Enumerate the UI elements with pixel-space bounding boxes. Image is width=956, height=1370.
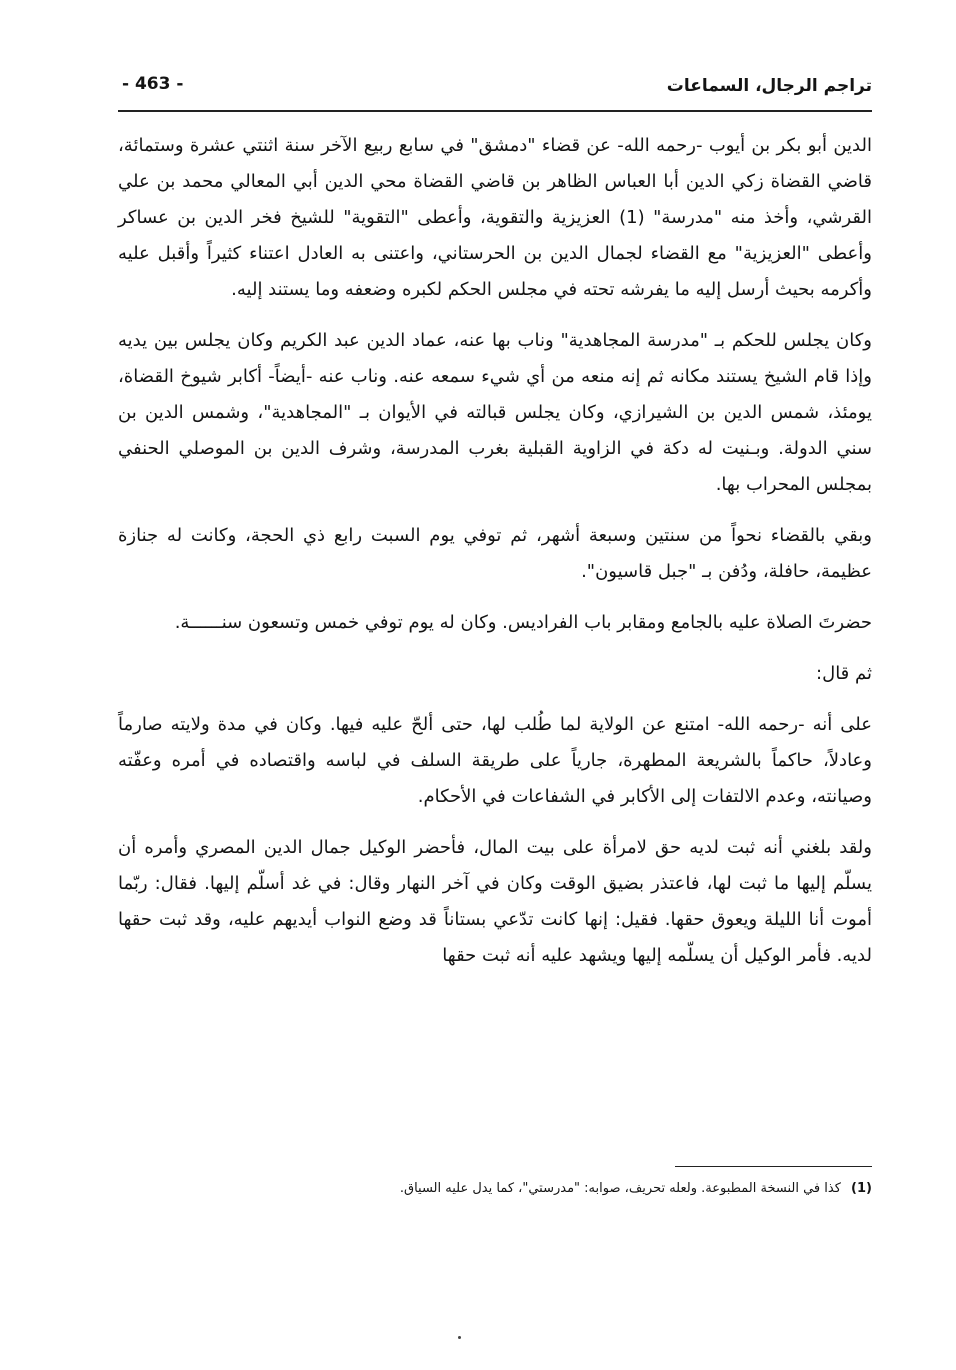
paragraph: ثم قال: xyxy=(816,663,872,684)
footnote xyxy=(118,1178,872,1200)
body-text xyxy=(118,128,872,989)
paragraph: حضرتَ الصلاة عليه بالجامع ومقابر باب الفراديس. وكان له يوم توفي خمس وتسعون سنــــــة. xyxy=(174,612,872,633)
running-title: تراجم الرجال، السماعات xyxy=(666,76,872,96)
footnote-rule xyxy=(675,1166,872,1167)
page-header xyxy=(118,70,872,110)
paragraph: وكان يجلس للحكم بـ "مدرسة المجاهدية" وناب بها عنه، عماد الدين عبد الكريم وكان يجلس بين يديه وإذا قام الشيخ يستند مكانه ثم إنه منعه من أي شيء سمعه عنه. وناب عنه -أيضاً- أكابر شيوخ القضاة، يومئذ، شمس الدين بن الشيرازي، وكان يجلس قبالته في الأيوان بـ "المجاهدية"، وشمس الدين بن سني الدولة. وبـنيت له دكة في الزاوية القبلية بغرب المدرسة، وشرف الدين بن الموصلي الحنفي بمجلس المحراب بها. xyxy=(118,330,872,495)
paragraph: الدين أبو بكر بن أيوب -رحمه الله- عن قضاء "دمشق" في سابع ربيع الآخر سنة اثنتي عشرة وستمائة، قاضي القضاة زكي الدين أبا العباس الظاهر بن قاضي القضاة محي الدين أبي المعالي محمد بن علي القرشي، وأخذ منه "مدرسة" (1) العزيزية والتقوية، وأعطى "التقوية" للشيخ فخر الدين بن عساكر وأعطى "العزيزية" مع القضاء لجمال الدين بن الحرستاني، واعتنى به العادل اعتناء كثيراً وأقبل عليه وأكرمه بحيث أرسل إليه ما يفرشه تحته في مجلس الحكم لكبره وضعفه وما يستند إليه. xyxy=(118,135,872,300)
page-number: - 463 - xyxy=(122,74,184,94)
footnote-text: كذا في النسخة المطبوعة. ولعله تحريف، صوابه: "مدرستي"، كما يدل عليه السياق. xyxy=(399,1181,841,1196)
paragraph: ولقد بلغني أنه ثبت لديه حق لامرأة على بيت المال، فأحضر الوكيل جمال الدين المصري وأمره أن يسلّم إليها ما ثبت لها، فاعتذر بضيق الوقت وكان في آخر النهار وقال: في غد أسلّم إليها. فقال: ربّما أموت أنا الليلة ويعوق حقها. فقيل: إنها كانت تدّعي بستاناً قد وضع النواب أيديهم عليه، وقد ثبت حقها لديه. فأمر الوكيل أن يسلّمه إليها ويشهد عليه أنه ثبت حقها xyxy=(118,837,872,966)
paragraph: وبقي بالقضاء نحواً من سنتين وسبعة أشهر، ثم توفي يوم السبت رابع ذي الحجة، وكانت له جنازة عظيمة، حافلة، ودُفن بـ "جبل قاسيون". xyxy=(118,525,872,582)
footnote-marker: (1) xyxy=(851,1181,872,1196)
header-rule xyxy=(118,110,872,112)
page-speck xyxy=(458,1336,461,1339)
paragraph: على أنه -رحمه الله- امتنع عن الولاية لما طُلب لها، حتى ألحّ عليه فيها. وكان في مدة ولايته صارماً وعادلاً، حاكماً بالشريعة المطهرة، جارياً على طريقة السلف في لباسه واقتصاده في أمره وعفّته وصيانته، وعدم الالتفات إلى الأكابر في الشفاعات في الأحكام. xyxy=(118,714,872,807)
